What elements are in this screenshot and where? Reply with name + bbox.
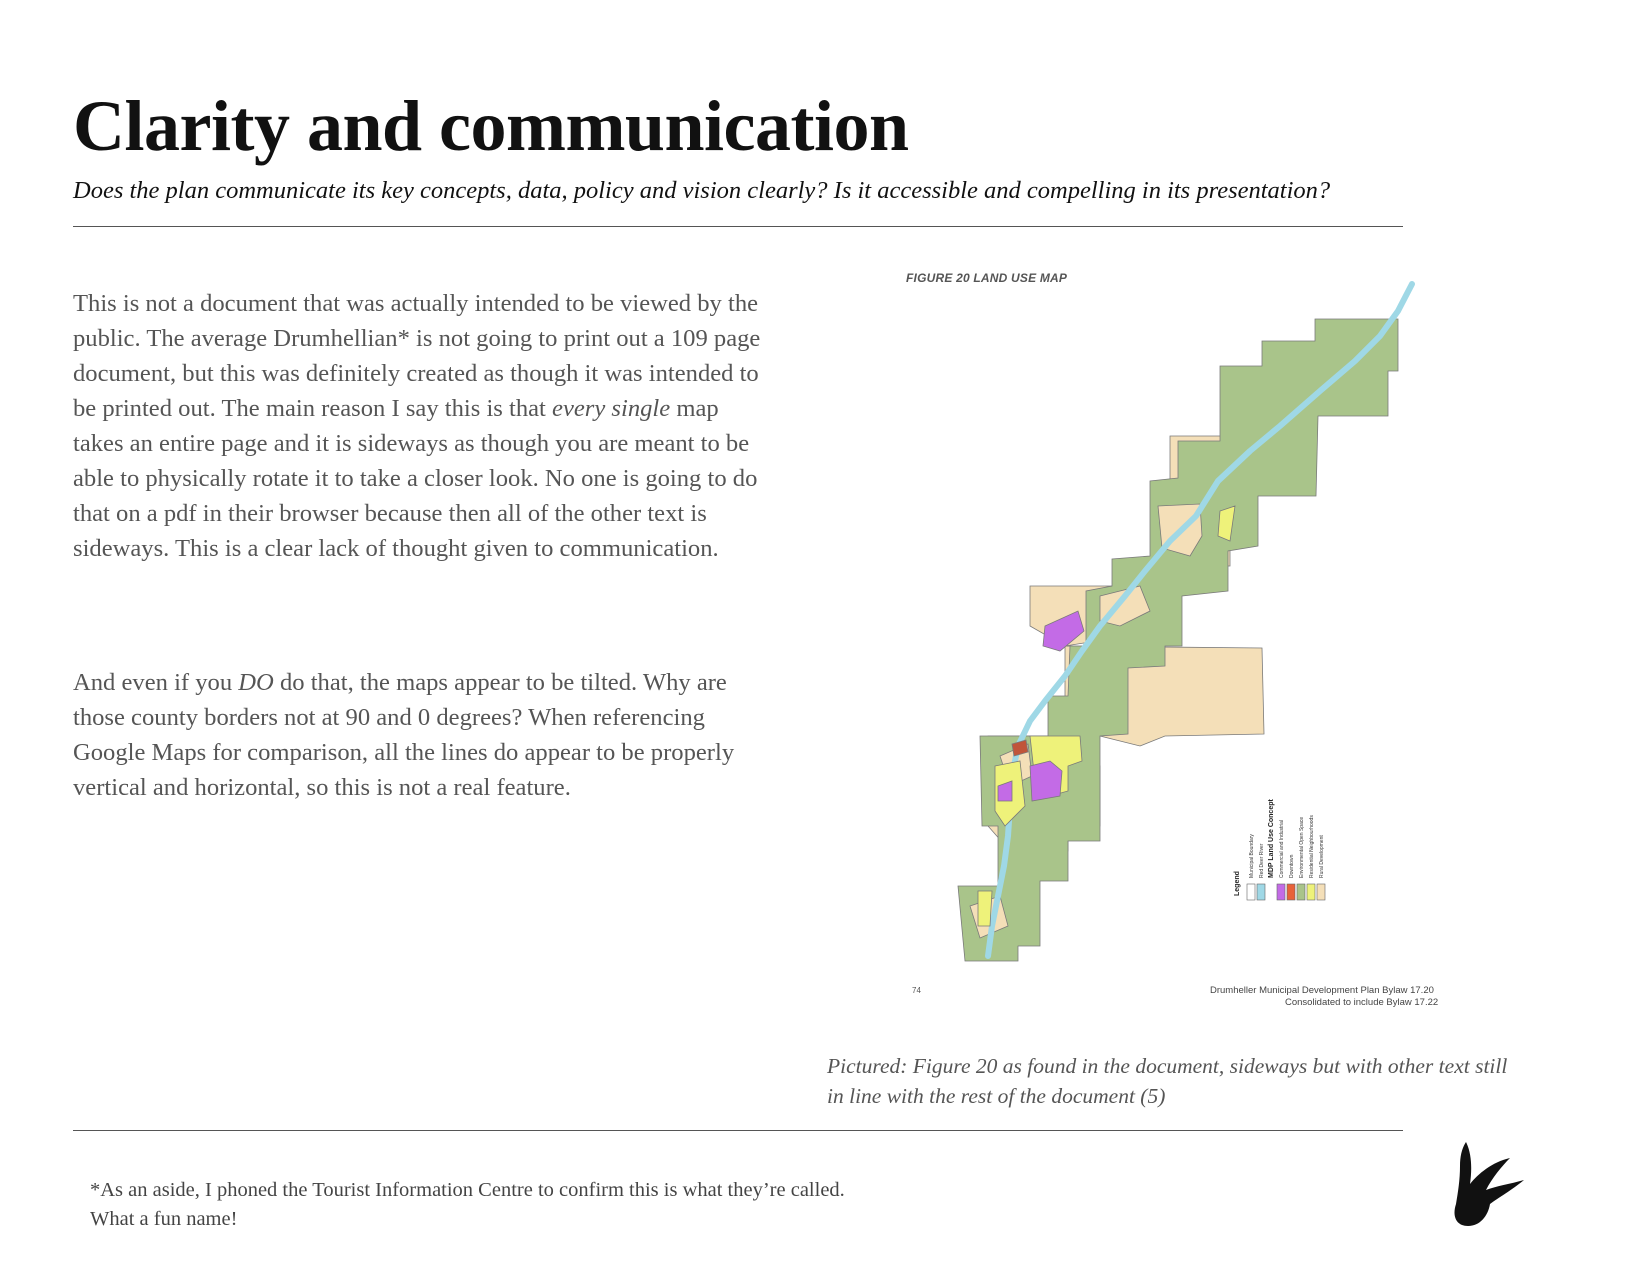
commercial-area — [1030, 761, 1062, 801]
legend-swatch — [1297, 884, 1305, 900]
legend-label: Downtown — [1289, 854, 1295, 878]
figure-title: FIGURE 20 LAND USE MAP — [906, 271, 1068, 285]
figure-caption: Pictured: Figure 20 as found in the document, sideways but with other text still in line with the rest of the document (5) — [827, 1054, 1508, 1108]
legend-label: Environmental Open Space — [1299, 816, 1305, 878]
open-space-area — [958, 319, 1398, 961]
legend-label: Red Deer River — [1259, 843, 1265, 878]
legend-swatch — [1307, 884, 1315, 900]
legend-label: Commercial and Industrial — [1279, 819, 1285, 878]
legend-swatch — [1277, 884, 1285, 900]
bottom-divider — [73, 1130, 1403, 1131]
paragraph-1-text-start: This is not a document that was actually intended to be viewed by the public. The average Drumhellian* is not going to print out a 109 page document, but this was definitely created as though it was intended to be printed out. The main reason I say this is that — [73, 290, 761, 422]
legend-swatch — [1287, 884, 1295, 900]
top-divider — [73, 226, 1403, 227]
paragraph-2-emphasis: DO — [238, 669, 274, 696]
footnote-line-1: *As an aside, I phoned the Tourist Information Centre to confirm this is what they’re called. — [90, 1179, 845, 1201]
paragraph-1-emphasis: every single — [552, 395, 671, 422]
source-page-number: 74 — [912, 986, 921, 995]
body-paragraph-2 — [73, 665, 763, 805]
legend-label: Rural Development — [1319, 835, 1325, 878]
page-title: Clarity and communication — [73, 86, 909, 166]
legend-swatch — [1257, 884, 1265, 900]
legend-heading: Legend — [1234, 871, 1241, 896]
paragraph-2-text-end: do that, the maps appear to be tilted. Why are those county borders not at 90 and 0 degrees? When referencing Google Maps for comparison, all the lines do appear to be properly vertical and horizontal, so this is not a real feature. — [73, 669, 735, 801]
paragraph-2-text-start: And even if you — [73, 669, 239, 696]
source-footer-line-2: Consolidated to include Bylaw 17.22 — [1285, 997, 1439, 1008]
legend-label: Municipal Boundary — [1249, 834, 1255, 878]
footnote — [90, 1176, 990, 1234]
land-use-map — [900, 266, 1440, 1006]
page-subtitle: Does the plan communicate its key concepts, data, policy and vision clearly? Is it accessible and compelling in its presentation? — [73, 177, 1331, 204]
map-legend — [1234, 799, 1325, 900]
paragraph-1-text-end: map takes an entire page and it is sideways as though you are meant to be able to physically rotate it to take a closer look. No one is going to do that on a pdf in their browser because then all of the other text is sideways. This is a clear lack of thought given to communication. — [73, 395, 758, 562]
legend-swatch — [1317, 884, 1325, 900]
residential-area — [978, 891, 992, 926]
dinosaur-footprint-icon — [1448, 1140, 1528, 1230]
footnote-line-2: What a fun name! — [90, 1208, 238, 1230]
legend-label: MDP Land Use Concept — [1268, 799, 1275, 878]
land-use-map-figure — [900, 266, 1440, 1006]
body-paragraph-1 — [73, 286, 763, 566]
legend-swatch — [1247, 884, 1255, 900]
source-footer-line-1: Drumheller Municipal Development Plan Bylaw 17.20 — [1210, 985, 1434, 996]
legend-label: Residential Neighbourhoods — [1309, 815, 1315, 878]
